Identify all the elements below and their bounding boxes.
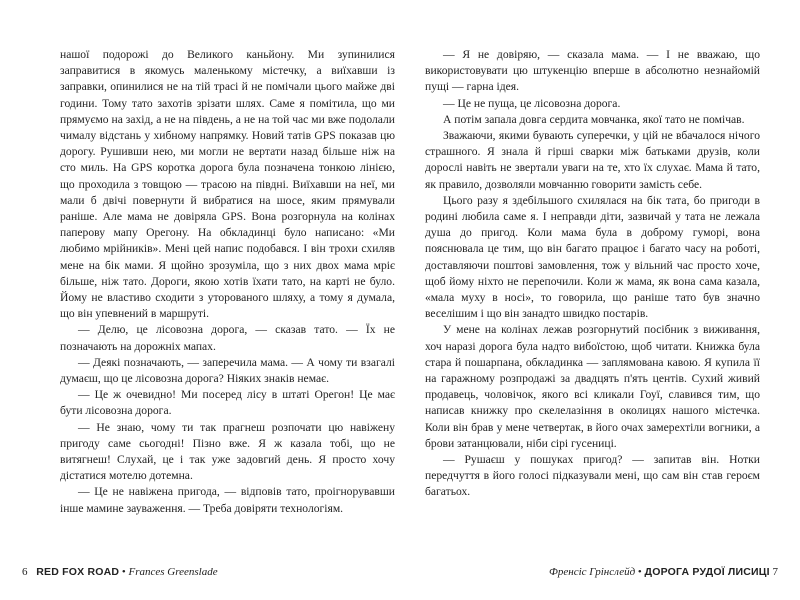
left-book-title: RED FOX ROAD (36, 566, 120, 578)
left-page (60, 47, 395, 517)
right-book-title: ДОРОГА РУДОЇ ЛИСИЦІ (644, 566, 770, 578)
left-paragraph-4: — Це ж очевидно! Ми посеред лісу в штаті Орегон! Це має бути лісовозна дорога. (60, 388, 395, 418)
right-paragraph-3: А потім запала довга сердита мовчанка, якої тато не помічав. (443, 112, 745, 126)
left-page-number: 6 (22, 566, 28, 578)
left-footer-separator: • (121, 566, 126, 578)
right-paragraph-5: Цього разу я здебільшого схилялася на бік тата, бо пригоди в родині любила саме я. І неправди діти, зазвичай у тата не лежала душа до пригод. Коли мама була в доброму гуморі, вона пояснювала це тим, що він багато працює і багато часу на роботі, доставляючи поштові замовлення, тож у вільний час просто хоче, щоб йому ніхто не перепочили. Коли ж мама, як вона сама казала, «мала муху в носі», то говорила, що раніше тато був значно веселішим і що він занадто швидко постарів. (425, 193, 760, 321)
right-footer (549, 566, 778, 578)
right-paragraph-1: — Я не довіряю, — сказала мама. — І не вважаю, що використовувати цю штукенцію вперше в абсолютно незнайомій пущі — гарна ідея. (425, 48, 760, 94)
left-paragraph-2: — Делю, це лісовозна дорога, — сказав тато. — Їх не позначають на дорожніх мапах. (60, 323, 395, 353)
right-page (425, 47, 760, 501)
left-paragraph-5: — Не знаю, чому ти так прагнеш розпочати цю навіжену пригоду саме сьогодні! Пізно вже. Я ж казала тобі, що не витягнеш! Слухай, це і так уже задовгий день. Я просто хочу дістатися мотелю дотемна. (60, 420, 395, 483)
right-page-number: 7 (772, 566, 778, 578)
right-paragraph-2: — Це не пуща, це лісовозна дорога. (443, 96, 621, 110)
right-author: Френсіс Грінслейд (549, 566, 636, 578)
left-footer (22, 566, 218, 578)
right-paragraph-7: — Рушаєш у пошуках пригод? — запитав він. Нотки передчуття в його голосі підказували мені, що сам він став героєм багатьох. (425, 453, 760, 499)
left-paragraph-1: нашої подорожі до Великого каньйону. Ми зупинилися заправитися в якомусь маленькому містечку, а виїхавши із заправки, опинилися не на тій трасі й не помічали цього майже дві години. Тому тато захотів зрізати шлях. Саме я помітила, що ми прямуємо на захід, а не на південь, а не на той час ми вже подолали чималу відстань у хибному напрямку. Новий татів GPS показав цю дорогу. Рушивши нею, ми могли не вертати назад більше ніж на сто миль. На GPS коротка дорога була позначена тонкою лінією, що проходила з товщою — трасою на півдні. Виїхавши на неї, ми мали б двічі повернути й вибратися на шосе, яким прямували раніше. Але мама не довіряла GPS. Вона розгорнула на колінах паперову мапу Орегону. На обкладинці було написано: «Ми любимо мрійників». Мені цей напис подобався. І він трохи схиляв мене на бік мами. Я щойно зрозуміла, що з них двох мама мріє більше, ніж тато. Дороги, якою хотів їхати тато, на карті не було. Йому не властиво сходити з уторованого шляху, а тому я думала, що він упевнений в маршруті. (60, 48, 395, 321)
right-paragraph-6: У мене на колінах лежав розгорнутий посібник з виживання, хоч наразі дорога була надто вибоїстою, щоб читати. Книжка була стара й пошарпана, обкладинка — заплямована кавою. Я купила її на гаражному розпродажі за двадцять п'ять центів. Сухий живий продавець, чоловічок, якого всі кликали Гоуї, славився тим, що написав книжку про скелелазіння в околицях нашого містечка. Коли він брав у мене четвертак, в його очах замерехтіли вогники, а брови затанцювали, ніби сірі гусениці. (425, 323, 760, 450)
right-paragraph-4: Зважаючи, якими бувають суперечки, у цій не вбачалося нічого страшного. Я знала й гірші сварки між батьками друзів, коли дорослі навіть не звертали уваги на те, хто їх слухає. Мама й тато, як правило, дозволяли мовчанню говорити замість себе. (425, 129, 760, 191)
left-paragraph-3: — Деякі позначають, — заперечила мама. — А чому ти взагалі думаєш, що це лісовозна дорога? Ніяких знаків немає. (60, 355, 395, 386)
left-author: Frances Greenslade (128, 566, 218, 578)
right-footer-separator: • (637, 566, 642, 578)
left-paragraph-6: — Це не навіжена пригода, — відповів тато, проігнорувавши інше мамине зауваження. — Треба довіряти технологіям. (60, 485, 395, 515)
